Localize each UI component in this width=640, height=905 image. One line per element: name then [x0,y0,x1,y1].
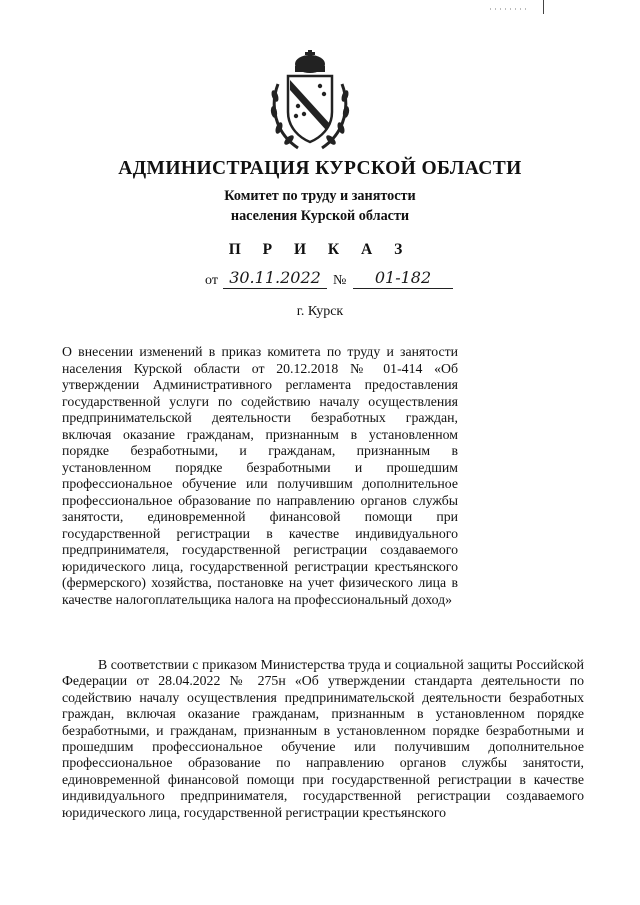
order-body-paragraph: В соответствии с приказом Министерства труда и социальной защиты Российской Федерации от 28.04.2022 № 275н «Об утверждении стандарта деятельности по содействию началу осуществления предпринимательской деятельности безработных граждан, включая оказание гражданам, признанным в установленном порядке безработными, и гражданам, признанным в установленном порядке безработными и прошедшим профессиональное обучение или получившим дополнительное профессиональное образование по направлению органов службы занятости, единовременной финансовой помощи при государственной регистрации в качестве индивидуального предпринимателя, государственной регистрации создаваемого юридического лица, государственной регистрации крестьянского [62,657,584,820]
scan-artifact [543,0,544,14]
order-subject: О внесении изменений в приказ комитета по труду и занятости населения Курской области от 20.12.2018 № 01-414 «Об утверждении Административного регламента предоставления государственной услуги по содействию началу осуществления предпринимательской деятельности безработных граждан, включая оказание гражданам, признанным в установленном порядке безработными, и гражданам, признанным в установленном порядке безработными и прошедшим профессиональное обучение или получившим дополнительное профессиональное образование по направлению органов службы занятости, единовременной финансовой помощи при государственной регистрации в качестве индивидуального предпринимателя, государственной регистрации создаваемого юридического лица, государственной регистрации крестьянского (фермерского) хозяйства, постановке на учет физического лица в качестве налогоплательщика налога на профессиональный доход» [62,344,458,607]
document-type-heading: П Р И К А З [228,241,412,258]
org-title: АДМИНИСТРАЦИЯ КУРСКОЙ ОБЛАСТИ [118,158,522,179]
department-name [0,186,640,226]
handwritten-date: 30.11.2022 [223,268,327,289]
date-prefix: от [205,273,218,288]
department-name-line-1: Комитет по труду и занятости [224,188,416,204]
number-prefix: № [333,273,347,288]
city-line: г. Курск [296,304,344,319]
order-date-number-line [205,268,455,292]
scan-artifact-dots [490,8,530,10]
handwritten-number: 01-182 [353,268,453,289]
kursk-coat-of-arms-icon [268,50,352,154]
department-name-line-2: населения Курской области [230,208,410,224]
